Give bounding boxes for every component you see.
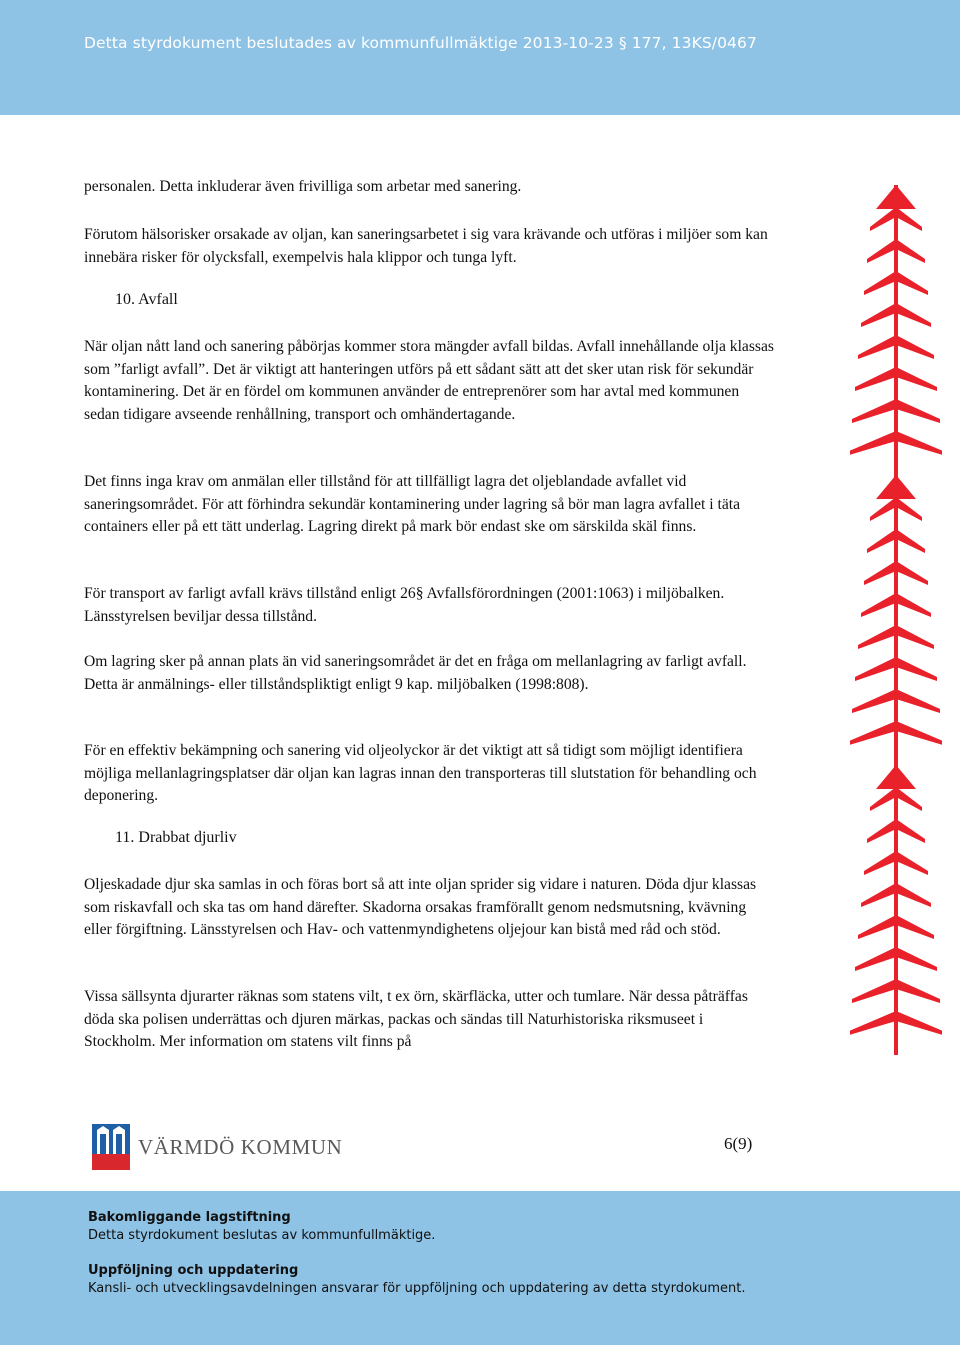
fir-tree-pattern-icon: [850, 185, 942, 1055]
tree-top: [876, 475, 916, 499]
footer-bar: [0, 1191, 960, 1345]
page-number: 6(9): [724, 1134, 753, 1153]
footer-title-legislation: Bakomliggande lagstiftning: [88, 1210, 291, 1225]
section-heading-wildlife: 11. Drabbat djurliv: [115, 829, 237, 846]
paragraph-intro: personalen. Detta inkluderar även frivilliga som arbetar med sanering.: [84, 178, 522, 195]
tree-top: [876, 765, 916, 789]
tree-top: [876, 185, 916, 209]
header-bar: [0, 0, 960, 115]
section-heading-avfall: 10. Avfall: [115, 291, 178, 308]
header-text: Detta styrdokument beslutades av kommunfullmäktige 2013-10-23 § 177, 13KS/0467: [84, 34, 757, 52]
paragraph-transport: För transport av farligt avfall krävs tillstånd enligt 26§ Avfallsförordningen (2001:1063) i miljöbalken. Länsstyrelsen beviljar dessa tillstånd.: [84, 585, 725, 625]
paragraph-health-risks: Förutom hälsorisker orsakade av oljan, kan saneringsarbetet i sig vara krävande och utföras i miljöer som kan innebära risker för olycksfall, exempelvis hala klippor och tunga lyft.: [84, 226, 768, 266]
footer-text-legislation: Detta styrdokument beslutas av kommunfullmäktige.: [88, 1228, 436, 1243]
footer-title-followup: Uppföljning och uppdatering: [88, 1263, 299, 1278]
paragraph-oiled-animals: Oljeskadade djur ska samlas in och föras bort så att inte oljan sprider sig vidare i naturen. Döda djur klassas som riskavfall och ska tas om hand därefter. Skadorna orsakas framförallt genom nedsmutsning, kvävning eller förgiftning. Länsstyrelsen och Hav- och vattenmyndighetens oljejour kan bistå med råd och stöd.: [84, 876, 757, 939]
paragraph-storage: Det finns inga krav om anmälan eller tillstånd för att tillfälligt lagra det oljeblandade avfallet vid saneringsområdet. För att förhindra sekundär kontaminering under lagring så bör man lagra avfallet i täta containers eller på ett tätt underlag. Lagring direkt på mark bör endast ske om särskilda skäl finns.: [84, 473, 741, 536]
logo-text: VÄRMDÖ KOMMUN: [138, 1135, 343, 1159]
paragraph-rare-species: Vissa sällsynta djurarter räknas som statens vilt, t ex örn, skärfläcka, utter och tumlare. När dessa påträffas döda ska polisen underrättas och djuren märkas, packas och sändas till Naturhistoriska riksmuseet i Stockholm. Mer information om statens vilt finns på: [84, 988, 748, 1051]
paragraph-interim-storage: Om lagring sker på annan plats än vid saneringsområdet är det en fråga om mellanlagring av farligt avfall. Detta är anmälnings- eller tillståndspliktigt enligt 9 kap. miljöbalken (1998:808).: [84, 653, 747, 693]
paragraph-effective-response: För en effektiv bekämpning och sanering vid oljeolyckor är det viktigt att så tidigt som möjligt identifiera möjliga mellanlagringsplatser där oljan kan lagras innan den transporteras till slutstation för behandling och deponering.: [84, 742, 757, 805]
footer-text-followup: Kansli- och utvecklingsavdelningen ansvarar för uppföljning och uppdatering av detta styrdokument.: [88, 1281, 746, 1296]
paragraph-avfall: När oljan nått land och sanering påbörjas kommer stora mängder avfall bildas. Avfall innehållande olja klassas som ”farligt avfall”. Det är viktigt att hanteringen utförs på ett sådant sätt att det sker utan risk för sekundär kontaminering. Det är en fördel om kommunen använder de entreprenörer som har avtal med kommunen sedan tidigare avseende renhållning, transport och omhändertagande.: [84, 338, 774, 423]
